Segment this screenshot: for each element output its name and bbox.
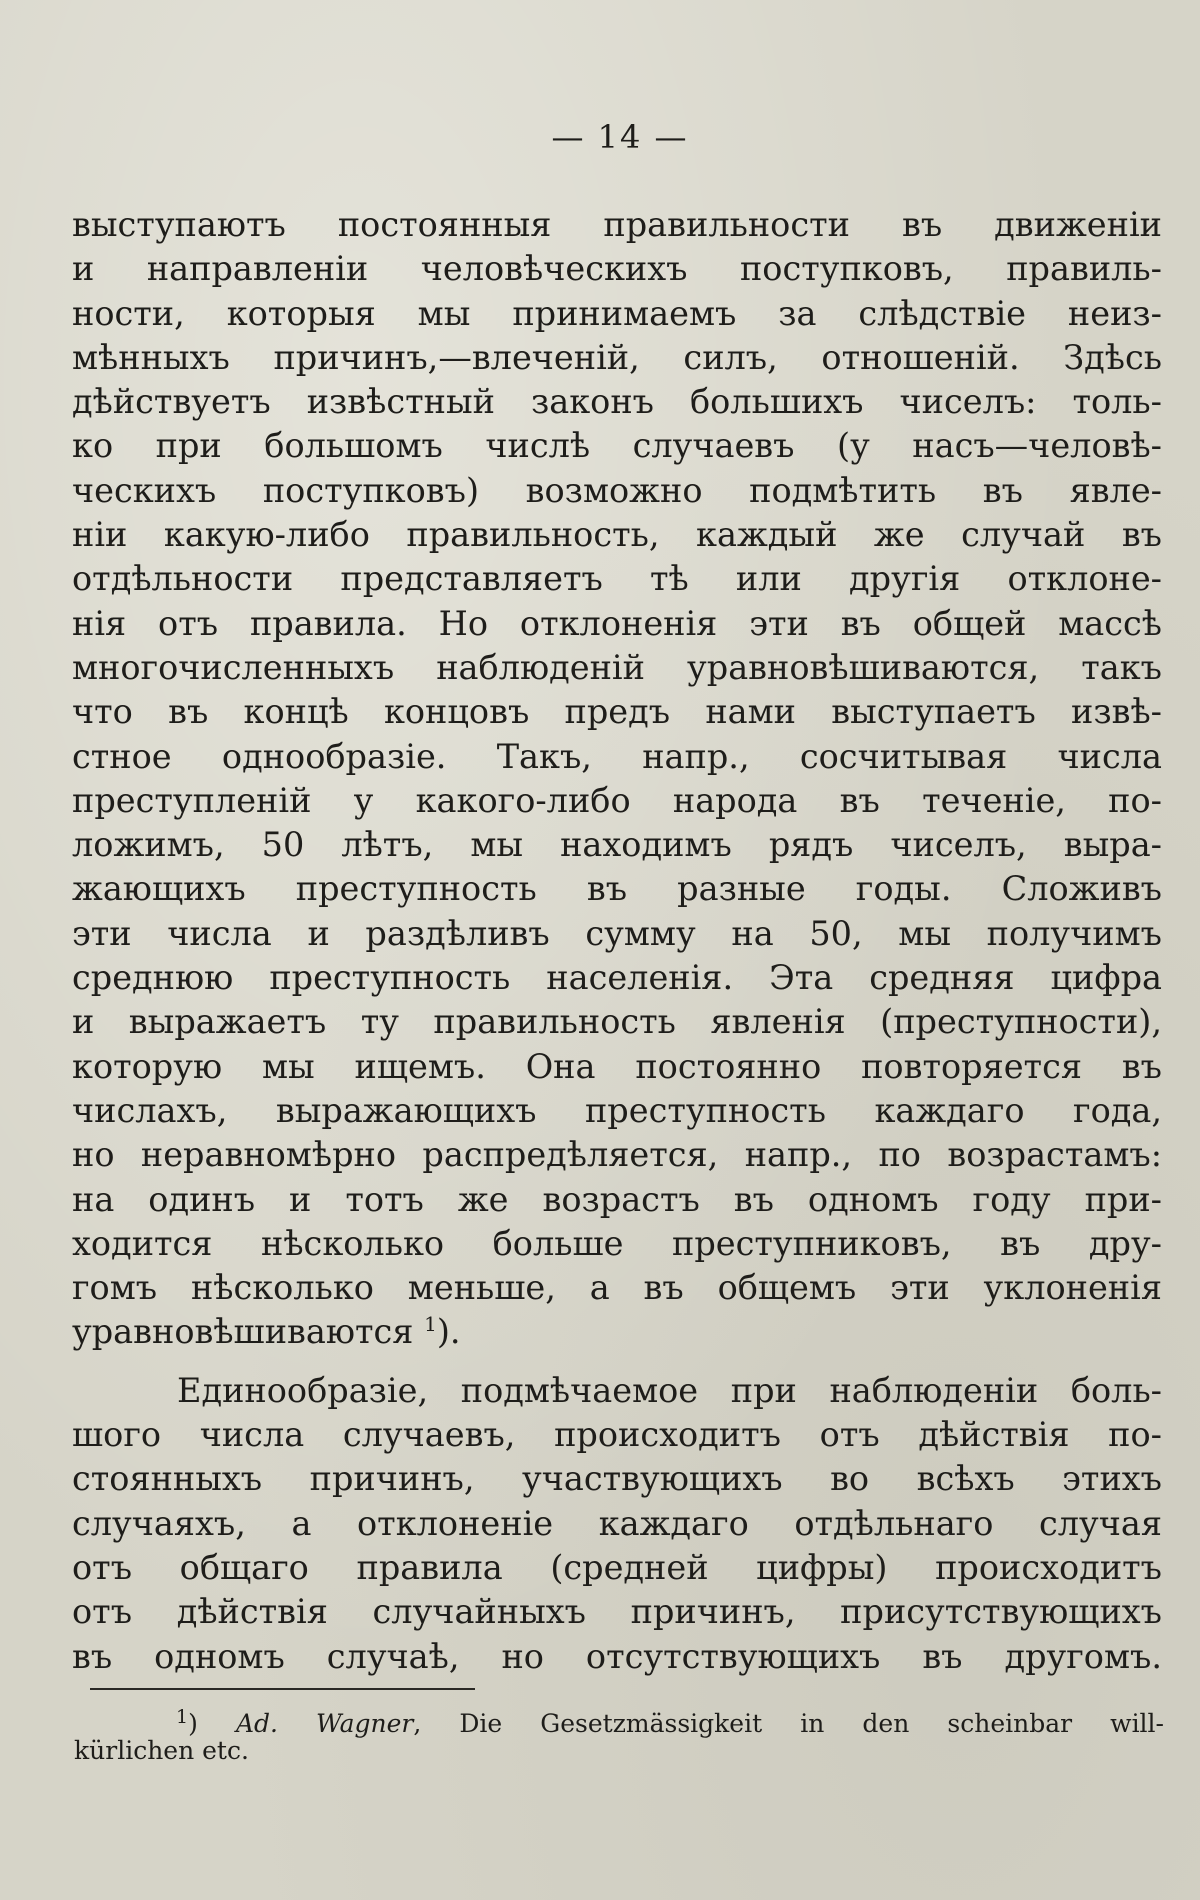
text-line: отъ дѣйствiя случайныхъ причинъ, присутствующихъ <box>72 1592 1162 1632</box>
body-text <box>72 203 1162 1679</box>
text-line: жающихъ преступность въ разные годы. Сложивъ <box>72 869 1162 909</box>
text-line: нiи какую-либо правильность, каждый же случай въ <box>72 515 1162 555</box>
text-line: ности, которыя мы принимаемъ за слѣдствiе неиз- <box>72 293 1162 333</box>
text-line: что въ концѣ концовъ предъ нами выступаетъ извѣ- <box>72 692 1162 732</box>
text-line: ческихъ поступковъ) возможно подмѣтить въ явле- <box>72 470 1162 510</box>
text-line: въ одномъ случаѣ, но отсутствующихъ въ другомъ. <box>72 1636 1162 1676</box>
text-line: отъ общаго правила (средней цифры) происходитъ <box>72 1547 1162 1587</box>
paragraph-1-end: ). <box>436 1312 461 1352</box>
footnote-mark: 1 <box>176 1706 189 1728</box>
text-line: нiя отъ правила. Но отклоненiя эти въ общей массѣ <box>72 603 1162 643</box>
paragraph-1-last-text: уравновѣшиваются <box>72 1312 414 1352</box>
text-line: ложимъ, 50 лѣтъ, мы находимъ рядъ чиселъ, выра- <box>72 825 1162 865</box>
text-line: шого числа случаевъ, происходитъ отъ дѣйствiя по- <box>72 1415 1162 1455</box>
text-line: среднюю преступность населенiя. Эта средняя цифра <box>72 958 1162 998</box>
text-line: дѣйствуетъ извѣстный законъ большихъ чиселъ: толь- <box>72 382 1162 422</box>
text-line: но неравномѣрно распредѣляется, напр., по возрастамъ: <box>72 1135 1162 1175</box>
paragraph-1 <box>72 203 1162 1355</box>
text-line: числахъ, выражающихъ преступность каждаго года, <box>72 1090 1162 1130</box>
paragraph-2 <box>72 1369 1162 1679</box>
footnote-divider <box>90 1688 475 1690</box>
text-line: и направленiи человѣческихъ поступковъ, правиль- <box>72 249 1162 289</box>
footnote-title: , Die Gesetzmässigkeit in den scheinbar will- <box>413 1709 1164 1738</box>
text-line: и выражаетъ ту правильность явленiя (преступности), <box>72 1002 1162 1042</box>
text-line: которую мы ищемъ. Она постоянно повторяется въ <box>72 1046 1162 1086</box>
text-line: преступленiй у какого-либо народа въ теченiе, по- <box>72 780 1162 820</box>
text-line: случаяхъ, а отклоненiе каждаго отдѣльнаго случая <box>72 1503 1162 1543</box>
text-line: выступаютъ постоянныя правильности въ движенiи <box>72 205 1162 244</box>
text-line: гомъ нѣсколько меньше, а въ общемъ эти уклоненiя <box>72 1268 1162 1308</box>
text-line: отдѣльности представляетъ тѣ или другiя отклоне- <box>72 559 1162 599</box>
footnote-line <box>74 1700 1164 1738</box>
footnote <box>74 1700 1164 1768</box>
text-line: мѣнныхъ причинъ,—влеченiй, силъ, отношенiй. Здѣсь <box>72 337 1162 377</box>
text-line: на одинъ и тотъ же возрастъ въ одномъ году при- <box>72 1179 1162 1219</box>
text-line: стное однообразiе. Такъ, напр., сосчитывая числа <box>72 736 1162 776</box>
text-line: ко при большомъ числѣ случаевъ (у насъ—человѣ- <box>72 426 1162 466</box>
text-line: Единообразiе, подмѣчаемое при наблюденiи боль- <box>177 1370 1162 1410</box>
text-line: многочисленныхъ наблюденiй уравновѣшиваются, такъ <box>72 647 1162 687</box>
footnote-reference: 1 <box>424 1312 437 1337</box>
text-line: ходится нѣсколько больше преступниковъ, въ дру- <box>72 1223 1162 1263</box>
footnote-mark-close: ) <box>188 1709 198 1738</box>
footnote-author: Ad. Wagner <box>235 1709 414 1738</box>
page-number: — 14 — <box>551 118 689 156</box>
text-line-last <box>72 1310 1162 1354</box>
text-line: стоянныхъ причинъ, участвующихъ во всѣхъ этихъ <box>72 1459 1162 1499</box>
footnote-line: kürlichen etc. <box>74 1736 249 1765</box>
text-line: эти числа и раздѣливъ сумму на 50, мы получимъ <box>72 913 1162 953</box>
paragraph-gap <box>72 1355 1162 1369</box>
